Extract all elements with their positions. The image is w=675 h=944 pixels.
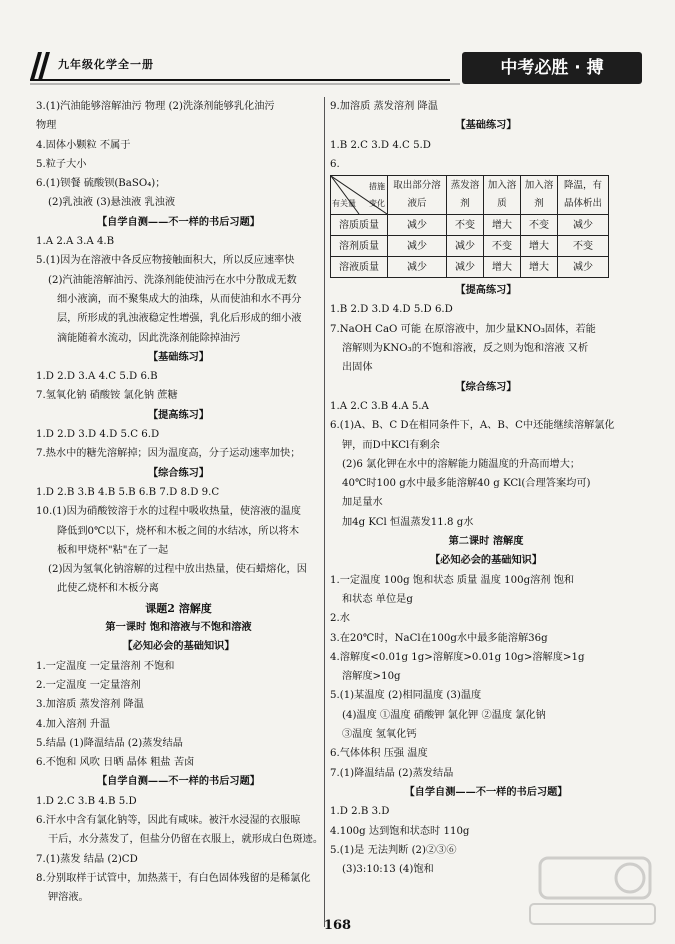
table-row-label: 溶液质量 xyxy=(331,257,388,278)
left-line: 7.氢氧化钠 硝酸铵 氯化钠 蔗糖 xyxy=(36,390,178,402)
left-line: 板和甲烧杯"粘"在了一起 xyxy=(57,544,169,556)
header-banner xyxy=(0,40,675,98)
right-line: 5.(1)是 无法判断 (2)②③⑥ xyxy=(330,844,457,856)
left-line: 3.加溶质 蒸发溶剂 降温 xyxy=(36,699,144,711)
right-line: 溶解则为KNO₃的不饱和溶液，反之则为饱和溶液 又析 xyxy=(342,343,589,355)
right-line: 5.(1)某温度 (2)相同温度 (3)温度 xyxy=(330,690,482,702)
right-top-lines xyxy=(330,97,642,174)
left-line: 2.一定温度 一定量溶剂 xyxy=(36,679,141,691)
left-line: 1.A 2.A 3.A 4.B xyxy=(36,236,115,248)
table-header-cell: 蒸发溶剂 xyxy=(447,176,484,215)
left-line: 6.(1)钡餐 硫酸钡(BaSO₄)； xyxy=(36,178,166,190)
right-line: 7.(1)降温结晶 (2)蒸发结晶 xyxy=(330,767,454,779)
right-line: 7.NaOH CaO 可能 在原溶液中，加少量KNO₃固体，若能 xyxy=(330,323,596,335)
right-line: 【必知必会的基础知识】 xyxy=(429,554,543,567)
right-line: 【自学自测——不一样的书后习题】 xyxy=(404,785,568,798)
table-cell: 不变 xyxy=(447,215,484,236)
table-cell: 不变 xyxy=(558,236,609,257)
left-line: 3.(1)汽油能够溶解油污 物理 (2)洗涤剂能够乳化油污 xyxy=(36,101,275,112)
right-line: 2.水 xyxy=(330,613,350,625)
page-number: 168 xyxy=(323,918,352,933)
corner-label-quantity: 有关量 xyxy=(332,198,356,208)
right-line: (4)温度 ①温度 硝酸钾 氯化钾 ②温度 氯化钠 xyxy=(342,709,546,721)
right-line: 1.一定温度 100g 饱和状态 质量 温度 100g溶剂 饱和 xyxy=(330,574,575,586)
column-divider xyxy=(324,97,325,927)
left-line: 第一课时 饱和溶液与不饱和溶液 xyxy=(105,621,252,634)
brand-badge: 中考必胜 · 搏 xyxy=(462,52,642,84)
right-line: 【综合练习】 xyxy=(455,380,517,393)
left-line: 物理 xyxy=(36,120,57,132)
table-cell: 减少 xyxy=(558,257,609,278)
left-line: (2)因为氢氧化钠溶解的过程中放出热量，使石蜡熔化，因 xyxy=(48,564,307,576)
table-cell: 减少 xyxy=(447,236,484,257)
corner-label-change: 变化 xyxy=(369,198,385,208)
right-line: 1.A 2.C 3.B 4.A 5.A xyxy=(330,400,429,412)
right-line: (2)6 氯化钾在水中的溶解能力随温度的升高而增大； xyxy=(342,458,581,470)
right-line: 加4g KCl 恒温蒸发11.8 g水 xyxy=(342,516,474,528)
table-cell: 减少 xyxy=(447,257,484,278)
left-line: 细小液滴，而不聚集成大的油珠，从而使油和水不再分 xyxy=(57,293,302,305)
left-line: (2)乳浊液 (3)悬浊液 乳浊液 xyxy=(48,197,176,209)
right-line: 和状态 单位是g xyxy=(342,593,413,605)
right-line: ③温度 氢氧化钙 xyxy=(342,729,417,741)
table-row xyxy=(331,257,609,278)
right-line: 6.(1)A、B、C D在相同条件下，A、B、C中还能继续溶解氯化 xyxy=(330,420,615,432)
left-column xyxy=(36,97,324,907)
left-line: 10.(1)因为硝酸铵溶于水的过程中吸收热量，使溶液的温度 xyxy=(36,506,301,518)
table-cell: 不变 xyxy=(484,236,521,257)
table-body xyxy=(331,215,609,278)
table-cell: 减少 xyxy=(388,215,447,236)
left-line: 6.汗水中含有氯化钠等，因此有咸味。被汗水浸湿的衣服晾 xyxy=(36,814,301,826)
left-line: 1.D 2.C 3.B 4.B 5.D xyxy=(36,795,137,807)
right-line: 1.D 2.B 3.D xyxy=(330,806,390,818)
right-line: 【提高练习】 xyxy=(455,284,517,297)
left-line: 钾溶液。 xyxy=(48,892,89,904)
left-line: 5.粒子大小 xyxy=(36,158,87,170)
left-line: 7.(1)蒸发 结晶 (2)CD xyxy=(36,853,138,865)
left-line: 此使乙烧杯和木板分离 xyxy=(57,583,159,595)
left-line: 【提高练习】 xyxy=(147,408,210,421)
right_top-line: 6. xyxy=(330,158,340,170)
table-corner-cell xyxy=(331,176,388,215)
left-line: 【必知必会的基础知识】 xyxy=(122,640,235,653)
left-line: 层，所形成的乳浊液稳定性增强，乳化后形成的细小液 xyxy=(57,313,302,325)
right-line: 溶解度>10g xyxy=(342,671,401,683)
table-header-cell: 加入溶质 xyxy=(484,176,521,215)
left-line: 干后，水分蒸发了，但盐分仍留在衣服上，就形成白色斑迹。 xyxy=(48,834,324,846)
right-line: 4.溶解度<0.01g 1g>溶解度>0.01g 10g>溶解度>1g xyxy=(330,651,585,663)
left-line: 7.热水中的糖先溶解掉；因为温度高，分子运动速率加快； xyxy=(36,448,301,460)
table-cell: 增大 xyxy=(484,215,521,236)
table-cell: 增大 xyxy=(521,236,558,257)
right-line: 1.B 2.D 3.D 4.D 5.D 6.D xyxy=(330,304,453,316)
table-cell: 减少 xyxy=(388,257,447,278)
left-line: 1.一定温度 一定量溶剂 不饱和 xyxy=(36,660,175,672)
left-line: 4.固体小颗粒 不属于 xyxy=(36,139,131,151)
right_top-line: 1.B 2.C 3.D 4.C 5.D xyxy=(330,139,431,151)
table-cell: 减少 xyxy=(388,236,447,257)
left-line: 6.不饱和 风吹 日晒 晶体 粗盐 苦卤 xyxy=(36,757,195,769)
right-line: (3)3:10:13 (4)饱和 xyxy=(342,864,434,876)
corner-label-measure: 措施 xyxy=(369,182,385,192)
left-line: 课题2 溶解度 xyxy=(145,601,212,615)
left-line: 8.分别取样于试管中，加热蒸干，有白色固体残留的是稀氯化 xyxy=(36,872,311,884)
right-line: 加足量水 xyxy=(342,497,383,509)
right-line: 3.在20℃时，NaCl在100g水中最多能溶解36g xyxy=(330,632,548,644)
left-line: 降低到0℃以下，烧杯和木板之间的水结冰，所以将木 xyxy=(57,525,300,537)
right-line: 第二课时 溶解度 xyxy=(448,535,524,548)
table-row-label: 溶剂质量 xyxy=(331,236,388,257)
left-line: 【综合练习】 xyxy=(147,466,210,479)
table-row xyxy=(331,215,609,236)
left-line: 【自学自测——不一样的书后习题】 xyxy=(97,775,260,788)
table-cell: 增大 xyxy=(521,257,558,278)
stripe-logo-icon xyxy=(30,52,50,80)
left-line: 4.加入溶剂 升温 xyxy=(36,718,111,730)
book-title: 九年级化学全一册 xyxy=(58,58,154,71)
right-line: 6.气体体积 压强 温度 xyxy=(330,748,428,760)
table-cell: 不变 xyxy=(521,215,558,236)
table-row xyxy=(331,236,609,257)
right-line: 钾，而D中KCl有剩余 xyxy=(342,439,440,451)
table-header-cell: 降温，有晶体析出 xyxy=(558,176,609,215)
left-line: (2)汽油能溶解油污、洗涤剂能使油污在水中分散成无数 xyxy=(48,274,297,286)
left-line: 滴能随着水流动，因此洗涤剂能除掉油污 xyxy=(57,332,241,344)
right_top-line: 【基础练习】 xyxy=(455,119,517,132)
left-line: 【基础练习】 xyxy=(147,350,210,363)
watermark-logo-icon xyxy=(520,852,660,932)
right-column xyxy=(330,97,642,879)
right-line: 出固体 xyxy=(342,362,373,374)
left-line: 5.(1)因为在溶液中各反应物接触面积大，所以反应速率快 xyxy=(36,255,295,267)
right-line: 4.100g 达到饱和状态时 110g xyxy=(330,825,470,837)
left-line: 1.D 2.B 3.B 4.B 5.B 6.B 7.D 8.D 9.C xyxy=(36,486,220,498)
table-row-label: 溶质质量 xyxy=(331,215,388,236)
table-header-row xyxy=(331,176,609,215)
table-cell: 增大 xyxy=(484,257,521,278)
right-bottom-lines xyxy=(330,281,642,879)
right_top-line: 9.加溶质 蒸发溶剂 降温 xyxy=(330,101,438,112)
change-table xyxy=(330,175,609,278)
table-cell: 减少 xyxy=(558,215,609,236)
left-line: 1.D 2.D 3.D 4.D 5.C 6.D xyxy=(36,429,160,441)
left-line: 5.结晶 (1)降温结晶 (2)蒸发结晶 xyxy=(36,737,183,749)
table-header-cell: 加入溶剂 xyxy=(521,176,558,215)
left-line: 1.D 2.D 3.A 4.C 5.D 6.B xyxy=(36,371,158,383)
table-header-cell: 取出部分溶液后 xyxy=(388,176,447,215)
right-line: 40℃时100 g水中最多能溶解40 g KCl(合理答案均可) xyxy=(342,478,591,490)
left-line: 【自学自测——不一样的书后习题】 xyxy=(97,215,260,228)
